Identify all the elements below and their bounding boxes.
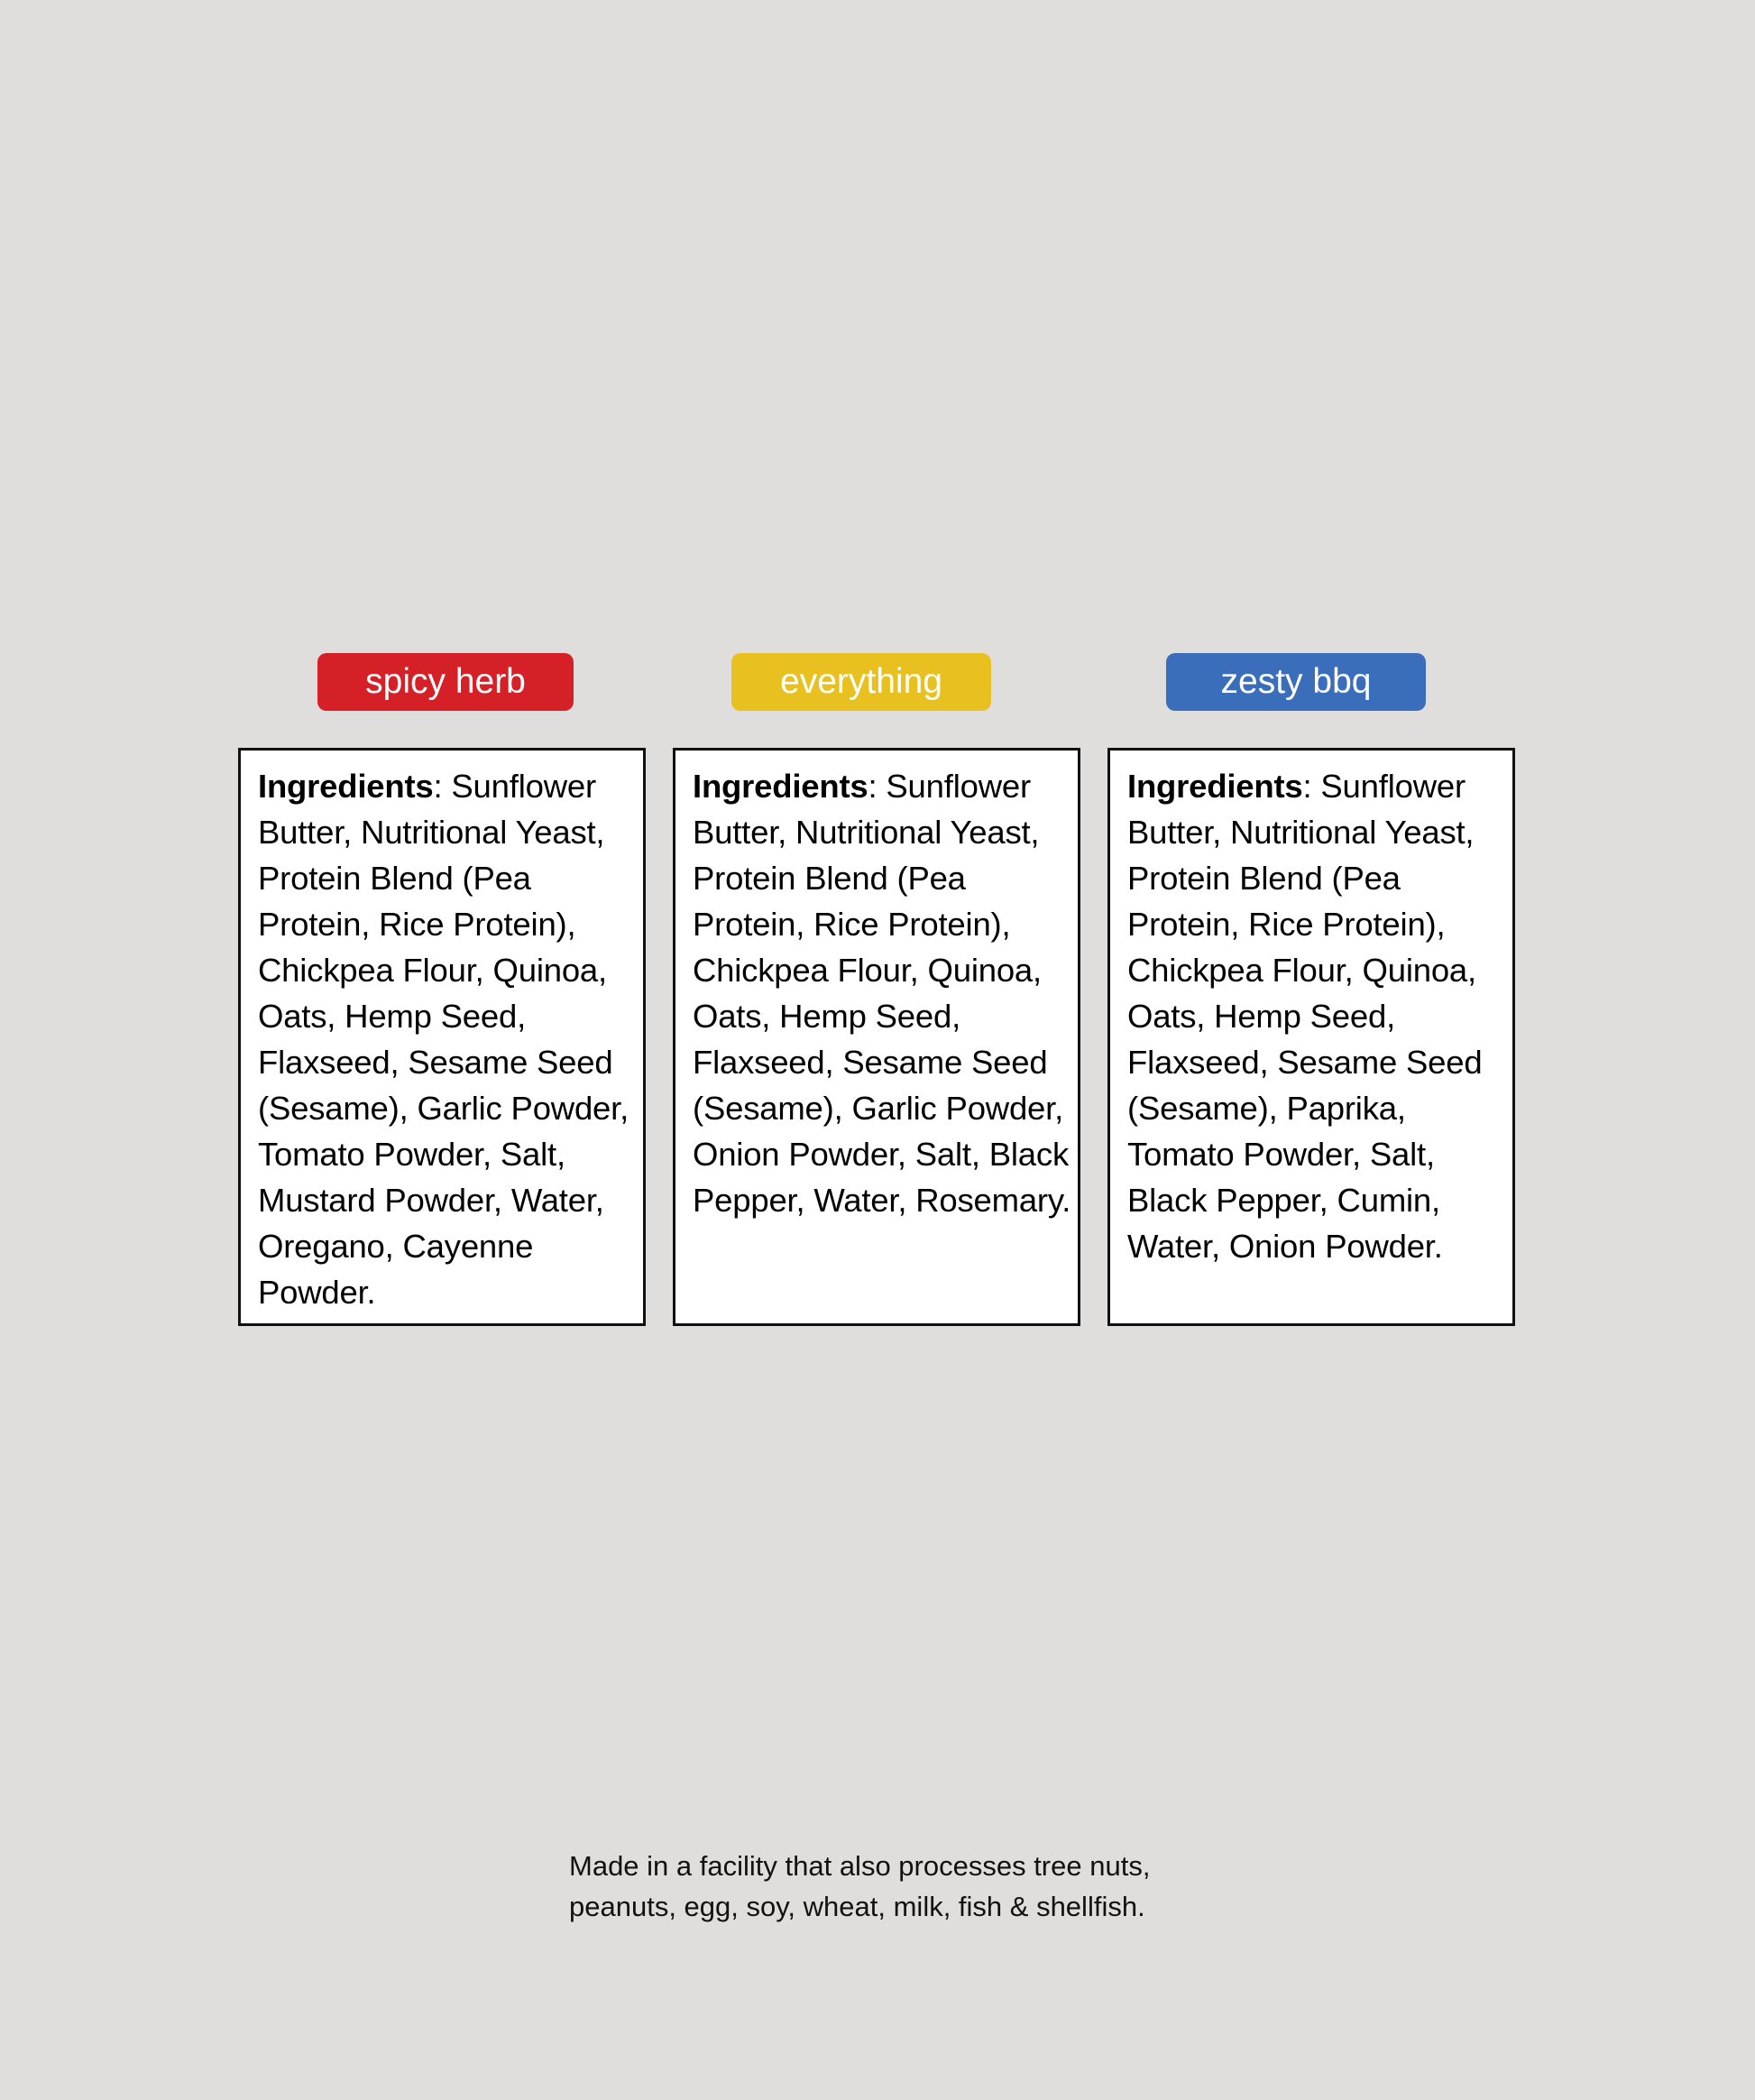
flavor-badge-zesty-bbq: zesty bbq <box>1166 653 1426 711</box>
flavor-badge-spicy-herb: spicy herb <box>317 653 574 711</box>
flavor-columns <box>238 653 1517 1326</box>
ingredients-text: : Sunflower Butter, Nutritional Yeast, Protein Blend (Pea Protein, Rice Protein), Chickpea Flour, Quinoa, Oats, Hemp Seed, Flaxseed, Sesame Seed (Sesame), Garlic Powder, Tomato Powder, Salt, Mustard Powder, Water, Oregano, Cayenne Powder. <box>258 768 629 1311</box>
allergen-note <box>569 1846 1218 1927</box>
allergen-note-line-1: Made in a facility that also processes tree nuts, <box>569 1850 1151 1882</box>
ingredients-label: Ingredients <box>693 768 868 805</box>
ingredients-label: Ingredients <box>1127 768 1303 805</box>
ingredients-box-spicy-herb <box>238 748 646 1326</box>
allergen-note-line-2: peanuts, egg, soy, wheat, milk, fish & shellfish. <box>569 1891 1145 1922</box>
ingredients-text: : Sunflower Butter, Nutritional Yeast, Protein Blend (Pea Protein, Rice Protein), Chickpea Flour, Quinoa, Oats, Hemp Seed, Flaxseed, Sesame Seed (Sesame), Garlic Powder, Onion Powder, Salt, Black Pepper, Water, Rosemary. <box>693 768 1071 1219</box>
flavor-badge-everything: everything <box>731 653 991 711</box>
ingredients-text: : Sunflower Butter, Nutritional Yeast, Protein Blend (Pea Protein, Rice Protein), Chickpea Flour, Quinoa, Oats, Hemp Seed, Flaxseed, Sesame Seed (Sesame), Paprika, Tomato Powder, Salt, Black Pepper, Cumin, Water, Onion Powder. <box>1127 768 1483 1265</box>
ingredients-box-zesty-bbq <box>1107 748 1515 1326</box>
ingredients-box-everything <box>673 748 1080 1326</box>
ingredients-label: Ingredients <box>258 768 434 805</box>
